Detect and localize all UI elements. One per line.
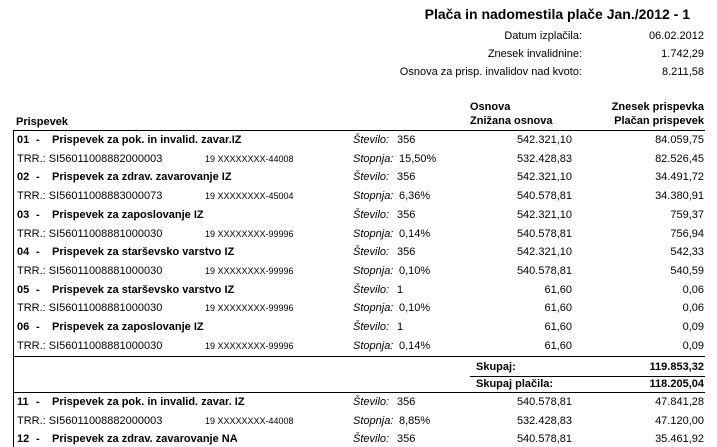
payment-date-value: 06.02.2012 <box>648 30 704 42</box>
row-placan: 0,06 <box>682 302 704 315</box>
row-ref: 19 XXXXXXXX-99996 <box>205 228 294 239</box>
row-osnova: 61,60 <box>544 283 572 296</box>
row-znizana: 540.578,81 <box>516 227 572 240</box>
row-stevilo-value: 356 <box>397 396 416 408</box>
row-trr: TRR.: SI56011008882000003 <box>17 414 163 427</box>
row-name: Prispevek za pok. in invalid. zavar. IZ <box>52 396 245 408</box>
row-stopnja-value: 6,36% <box>399 190 431 203</box>
quota-base-label: Osnova za prisp. invalidov nad kvoto: <box>399 66 582 78</box>
row-osnova: 540.578,81 <box>516 433 572 446</box>
row-znesek: 0,06 <box>682 283 704 296</box>
row-placan: 756,94 <box>670 227 704 240</box>
row-stopnja-label: Stopnja: <box>353 302 394 315</box>
row-znesek: 759,37 <box>670 208 704 221</box>
row-stevilo-label: Število: <box>353 283 390 296</box>
header-placan-prispevek: Plačan prispevek <box>614 115 704 127</box>
row-code: 05 <box>17 283 30 296</box>
row-code: 03 <box>17 208 30 221</box>
row-code: 02 <box>17 171 30 184</box>
row-trr: TRR.: SI56011008881000030 <box>17 227 163 240</box>
row-name: Prispevek za zdrav. zavarovanje IZ <box>52 171 232 184</box>
row-dash: - <box>36 171 40 184</box>
row-placan: 0,09 <box>682 339 704 352</box>
row-trr: TRR.: SI56011008881000030 <box>17 264 163 277</box>
row-stevilo-label: Število: <box>353 171 390 184</box>
row-stopnja-label: Stopnja: <box>353 414 394 427</box>
row-name: Prispevek za starševsko varstvo IZ <box>52 246 235 259</box>
row-stevilo-label: Število: <box>353 246 390 259</box>
row-placan: 34.380,91 <box>655 190 704 203</box>
header-znizana-osnova: Znižana osnova <box>470 115 553 127</box>
row-stevilo-value: 356 <box>397 433 416 446</box>
row-placan: 540,59 <box>670 264 704 277</box>
row-stevilo-label: Število: <box>353 208 390 221</box>
row-znizana: 540.578,81 <box>516 264 572 277</box>
row-stevilo-value: 1 <box>397 321 404 333</box>
row-stevilo-value: 356 <box>397 171 416 184</box>
row-name: Prispevek za zaposlovanje IZ <box>52 321 204 333</box>
totals-separator-top <box>13 356 705 357</box>
row-stopnja-value: 0,14% <box>399 339 431 352</box>
row-osnova: 542.321,10 <box>516 134 572 146</box>
row-dash: - <box>36 433 40 446</box>
header-separator <box>13 130 705 131</box>
payment-date-label: Datum izplačila: <box>504 30 582 42</box>
row-znesek: 35.461,92 <box>655 433 704 446</box>
row-code: 06 <box>17 321 30 333</box>
row-stopnja-label: Stopnja: <box>353 227 394 240</box>
row-stopnja-value: 15,50% <box>399 152 437 165</box>
row-osnova: 542.321,10 <box>516 246 572 259</box>
row-stopnja-label: Stopnja: <box>353 339 394 352</box>
row-znizana: 532.428,83 <box>516 414 572 427</box>
row-stevilo-value: 1 <box>397 283 404 296</box>
row-znesek: 542,33 <box>670 246 704 259</box>
second-section-separator <box>13 392 705 393</box>
row-znizana: 532.428,83 <box>516 152 572 165</box>
row-stevilo-label: Število: <box>353 396 390 408</box>
row-trr: TRR.: SI56011008881000030 <box>17 302 163 315</box>
row-znizana: 540.578,81 <box>516 190 572 203</box>
row-stopnja-value: 0,10% <box>399 264 431 277</box>
row-placan: 47.120,00 <box>655 414 704 427</box>
totals-left-border <box>13 356 14 392</box>
total-paid-value: 118.205,04 <box>649 378 704 390</box>
row-osnova: 540.578,81 <box>516 396 572 408</box>
row-code: 11 <box>17 396 29 408</box>
row-code: 04 <box>17 246 30 259</box>
row-stevilo-label: Število: <box>353 433 390 446</box>
header-znesek-prispevka: Znesek prispevka <box>611 101 704 113</box>
row-dash: - <box>36 246 40 259</box>
row-znesek: 84.059,75 <box>655 134 704 146</box>
row-znesek: 0,09 <box>682 321 704 333</box>
row-dash: - <box>36 134 40 146</box>
row-code: 01 <box>17 134 30 146</box>
header-prispevek: Prispevek <box>16 116 68 128</box>
row-ref: 19 XXXXXXXX-44008 <box>205 153 294 164</box>
row-stevilo-value: 356 <box>397 208 416 221</box>
total-label: Skupaj: <box>476 361 516 373</box>
totals-underline <box>470 376 705 377</box>
row-dash: - <box>36 208 40 221</box>
row-trr: TRR.: SI56011008883000073 <box>17 190 163 203</box>
header-osnova: Osnova <box>470 101 511 113</box>
row-stevilo-value: 356 <box>397 134 416 146</box>
quota-base-value: 8.211,58 <box>661 66 704 78</box>
row-dash: - <box>36 321 40 333</box>
document-title: Plača in nadomestila plače Jan./2012 - 1 <box>424 6 690 22</box>
row-name: Prispevek za zaposlovanje IZ <box>52 208 204 221</box>
row-stopnja-value: 8,85% <box>399 414 431 427</box>
row-stevilo-label: Število: <box>353 134 390 146</box>
row-ref: 19 XXXXXXXX-45004 <box>205 191 294 202</box>
row-znizana: 61,60 <box>544 302 572 315</box>
row-dash: - <box>36 283 40 296</box>
row-znizana: 61,60 <box>544 339 572 352</box>
row-stopnja-label: Stopnja: <box>353 152 394 165</box>
row-code: 12 <box>17 433 30 446</box>
total-paid-label: Skupaj plačila: <box>476 378 554 390</box>
row-name: Prispevek za zdrav. zavarovanje NA <box>52 433 238 446</box>
row-trr: TRR.: SI56011008881000030 <box>17 339 163 352</box>
disability-amount-value: 1.742,29 <box>661 48 704 60</box>
row-name: Prispevek za starševsko varstvo IZ <box>52 283 235 296</box>
row-ref: 19 XXXXXXXX-99996 <box>205 340 294 351</box>
row-osnova: 542.321,10 <box>516 208 572 221</box>
disability-amount-label: Znesek invalidnine: <box>487 48 582 60</box>
total-value: 119.853,32 <box>649 361 704 373</box>
row-stopnja-label: Stopnja: <box>353 264 394 277</box>
row-znesek: 34.491,72 <box>655 171 704 184</box>
row-ref: 19 XXXXXXXX-44008 <box>205 415 294 426</box>
row-ref: 19 XXXXXXXX-99996 <box>205 303 294 314</box>
row-osnova: 542.321,10 <box>516 171 572 184</box>
table-left-border <box>13 131 14 356</box>
row-osnova: 61,60 <box>544 321 572 333</box>
row-znesek: 47.841,28 <box>655 396 704 408</box>
row-name: Prispevek za pok. in invalid. zavar.IZ <box>52 134 242 146</box>
row-dash: - <box>36 396 40 408</box>
row-stevilo-label: Število: <box>353 321 390 333</box>
second-left-border <box>13 392 14 447</box>
row-stevilo-value: 356 <box>397 246 416 259</box>
row-stopnja-value: 0,10% <box>399 302 431 315</box>
row-ref: 19 XXXXXXXX-99996 <box>205 265 294 276</box>
row-stopnja-value: 0,14% <box>399 227 431 240</box>
row-stopnja-label: Stopnja: <box>353 190 394 203</box>
row-placan: 82.526,45 <box>655 152 704 165</box>
row-trr: TRR.: SI56011008882000003 <box>17 152 163 165</box>
